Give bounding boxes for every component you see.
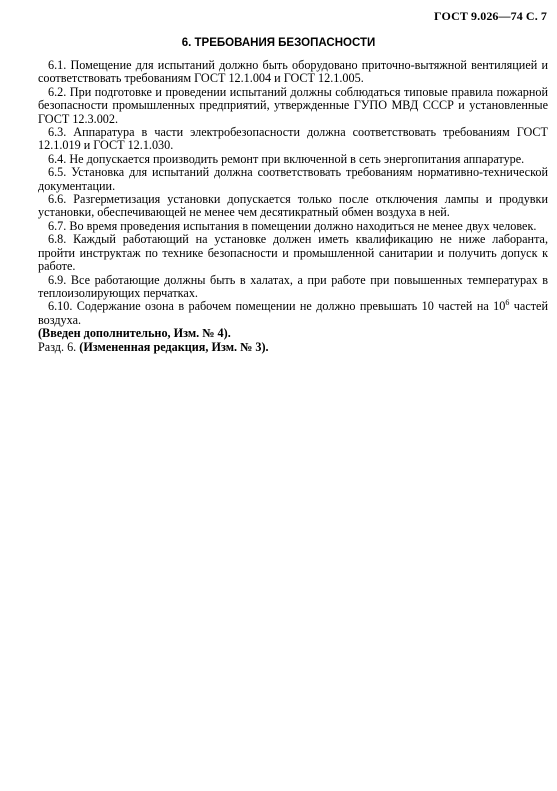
section-title: 6. ТРЕБОВАНИЯ БЕЗОПАСНОСТИ	[181, 37, 376, 49]
paragraph-6-10-text: 6.10. Содержание озона в рабочем помещении не должно превышать 10 частей на 10	[48, 299, 506, 314]
amendment-note-section	[38, 341, 548, 354]
paragraph-6-1: 6.1. Помещение для испытаний должно быть оборудовано приточно-вытяжной вентиляцией и соответствовать требованиям ГОСТ 12.1.004 и ГОСТ 12.1.005.	[38, 58, 548, 86]
paragraph-6-5: 6.5. Установка для испытаний должна соответствовать требованиям нормативно-технической документации.	[38, 165, 548, 193]
paragraph-6-7: 6.7. Во время проведения испытания в помещении должно находиться не менее двух человек.	[48, 218, 537, 233]
document-body	[38, 59, 548, 354]
paragraph-6-8: 6.8. Каждый работающий на установке должен иметь квалификацию не ниже лаборанта, пройти инструктаж по технике безопасности и промышленной санитарии и получить допуск к работе.	[38, 232, 548, 274]
paragraph-6-4: 6.4. Не допускается производить ремонт при включенной в сеть энергопитания аппаратуре.	[48, 151, 525, 166]
section-note-bold: (Измененная редакция, Изм. № 3).	[79, 339, 269, 354]
running-head: ГОСТ 9.026—74 С. 7	[434, 9, 547, 23]
amendment-note-introduced: (Введен дополнительно, Изм. № 4).	[38, 326, 231, 341]
paragraph-6-10	[38, 300, 548, 327]
paragraph-6-6: 6.6. Разгерметизация установки допускается только после отключения лампы и продувки установки, обеспечивающей не менее чем десятикратный обмен воздуха в ней.	[38, 192, 548, 220]
paragraph-6-9: 6.9. Все работающие должны быть в халатах, а при работе при повышенных температурах в теплоизолирующих перчатках.	[38, 272, 548, 300]
section-note-prefix: Разд. 6.	[38, 339, 80, 354]
exponent: 6	[505, 298, 510, 308]
paragraph-6-10-tail: частей воздуха.	[38, 299, 548, 327]
paragraph-6-2: 6.2. При подготовке и проведении испытаний должны соблюдаться типовые правила пожарной безопасности промышленных предприятий, утвержденные ГУПО МВД СССР и установленные ГОСТ 12.3.002.	[38, 84, 548, 126]
paragraph-6-3: 6.3. Аппаратура в части электробезопасности должна соответствовать требованиям ГОСТ 12.1.019 и ГОСТ 12.1.030.	[38, 125, 548, 153]
